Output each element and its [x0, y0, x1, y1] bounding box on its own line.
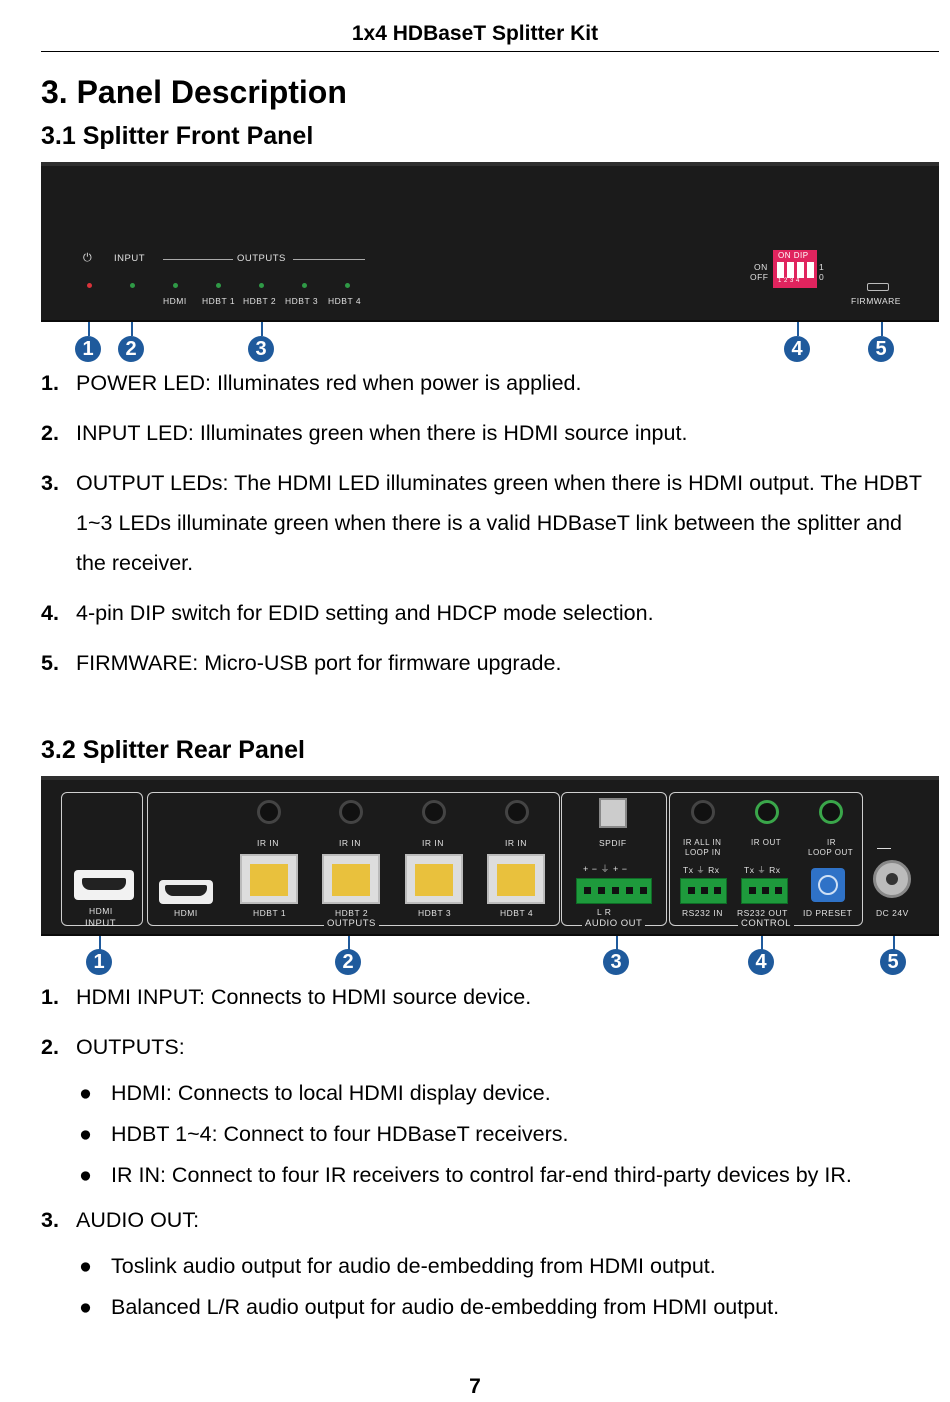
rs232-out-pins: Tx ⏚ Rx — [744, 865, 781, 875]
loop-out-label: LOOP OUT — [808, 848, 854, 857]
ir-label: IR — [827, 838, 836, 847]
input-led — [130, 283, 135, 288]
ir-out-label: IR OUT — [751, 838, 782, 847]
callout-line-2 — [348, 936, 350, 950]
dip-off-label: OFF — [750, 272, 769, 282]
micro-usb-port — [867, 283, 889, 291]
list-item: 1. POWER LED: Illuminates red when power is applied. — [41, 371, 582, 395]
ir-in-3-label: IR IN — [422, 838, 444, 848]
front-panel-image — [41, 162, 939, 322]
callout-line-5 — [881, 322, 883, 336]
hdbt3-led — [302, 283, 307, 288]
bullet-item: ● IR IN: Connect to four IR receivers to control far-end third-party devices by IR. — [41, 1155, 931, 1195]
callout-line-4 — [761, 936, 763, 950]
rear-callout-2: 2 — [335, 949, 361, 975]
id-preset-label: ID PRESET — [803, 908, 853, 918]
rear-hdmi-out-label: HDMI — [174, 908, 198, 918]
firmware-label: FIRMWARE — [851, 296, 901, 306]
outputs-rule-left — [163, 259, 233, 260]
hdmi-output-led — [173, 283, 178, 288]
id-preset-rotary — [811, 868, 845, 902]
front-hdbt4-label: HDBT 4 — [328, 296, 362, 306]
audio-pin-labels: + − ⏚ + − — [583, 864, 628, 874]
dc24-label: DC 24V — [876, 908, 909, 918]
dip-title: ON DIP — [778, 251, 809, 260]
front-hdbt1-label: HDBT 1 — [202, 296, 236, 306]
rear-callout-5: 5 — [880, 949, 906, 975]
front-hdbt2-label: HDBT 2 — [243, 296, 277, 306]
front-callout-2: 2 — [118, 336, 144, 362]
bullet-item: ● HDMI: Connects to local HDMI display device. — [41, 1073, 931, 1113]
callout-line-1 — [88, 322, 90, 336]
front-description-list — [41, 363, 931, 683]
rear-callout-1: 1 — [86, 949, 112, 975]
bullet-item: ● HDBT 1~4: Connect to four HDBaseT receivers. — [41, 1114, 931, 1154]
callout-line-3 — [261, 322, 263, 336]
list-item: 3. AUDIO OUT: — [41, 1208, 200, 1232]
rs232-in-pins: Tx ⏚ Rx — [683, 865, 720, 875]
bullet-icon: ● — [79, 1081, 92, 1105]
hdbt1-port — [240, 854, 298, 904]
rear-panel-title: 3.2 Splitter Rear Panel — [41, 736, 306, 764]
dip-pin-numbers: 1 2 3 4 — [778, 278, 800, 284]
ir-in-2-jack — [339, 800, 363, 824]
audio-lr-label: L R — [597, 907, 612, 917]
rear-hdmi-in-label: HDMI — [89, 906, 113, 916]
rear-hdbt4-label: HDBT 4 — [500, 908, 534, 918]
list-item: 5. FIRMWARE: Micro-USB port for firmware upgrade. — [41, 651, 562, 675]
ir-in-1-label: IR IN — [257, 838, 279, 848]
dc-power-jack — [873, 860, 911, 898]
section-title: 3. Panel Description — [41, 74, 347, 110]
ir-in-1-jack — [257, 800, 281, 824]
dc-polarity-icon — [877, 848, 891, 849]
running-header: 1x4 HDBaseT Splitter Kit — [351, 22, 599, 45]
hdbt4-led — [345, 283, 350, 288]
rear-outputs-label: OUTPUTS — [324, 918, 379, 929]
audio-out-label: AUDIO OUT — [582, 918, 645, 929]
front-panel-title: 3.1 Splitter Front Panel — [41, 122, 314, 150]
callout-line-1 — [99, 936, 101, 950]
ir-all-in-jack — [691, 800, 715, 824]
dip-pin-1 — [777, 262, 784, 278]
list-item: 3. OUTPUT LEDs: The HDMI LED illuminates green when there is HDMI output. The HDBT 1~3 LEDs illuminate green when there is a valid HDBaseT link between the splitter and the receiver. — [41, 471, 922, 575]
callout-line-2 — [131, 322, 133, 336]
control-label: CONTROL — [738, 918, 794, 929]
front-callout-4: 4 — [784, 336, 810, 362]
bullet-icon: ● — [79, 1163, 92, 1187]
front-input-label: INPUT — [114, 253, 145, 264]
rear-hdbt3-label: HDBT 3 — [418, 908, 452, 918]
list-item: 2. OUTPUTS: — [41, 1035, 185, 1059]
rear-hdbt1-label: HDBT 1 — [253, 908, 287, 918]
front-callout-3: 3 — [248, 336, 274, 362]
hdbt2-led — [259, 283, 264, 288]
hdbt2-port — [322, 854, 380, 904]
dip-pin-4 — [807, 262, 814, 278]
hdbt4-port — [487, 854, 545, 904]
front-callout-1: 1 — [75, 336, 101, 362]
dip-pin-3 — [797, 262, 804, 278]
rear-callout-3: 3 — [603, 949, 629, 975]
header-rule — [41, 51, 939, 52]
bullet-item: ● Toslink audio output for audio de-embedding from HDMI output. — [41, 1246, 931, 1286]
list-item: 1. HDMI INPUT: Connects to HDMI source device. — [41, 985, 532, 1009]
spdif-port — [599, 798, 627, 828]
bullet-icon: ● — [79, 1254, 92, 1278]
rs232-out-label: RS232 OUT — [737, 908, 788, 918]
power-led — [87, 283, 92, 288]
hdbt1-led — [216, 283, 221, 288]
ir-in-3-jack — [422, 800, 446, 824]
hdmi-input-port — [74, 870, 134, 900]
ir-in-4-label: IR IN — [505, 838, 527, 848]
hdmi-output-port — [159, 880, 213, 904]
hdbt3-port — [405, 854, 463, 904]
dip-on-label: ON — [754, 262, 768, 272]
rs232-out-terminal — [741, 878, 788, 904]
rear-panel-image — [41, 776, 939, 936]
callout-line-4 — [797, 322, 799, 336]
spdif-label: SPDIF — [599, 838, 627, 848]
bullet-icon: ● — [79, 1122, 92, 1146]
dip-one-label: 1 — [819, 262, 825, 272]
page-number: 7 — [469, 1375, 481, 1398]
ir-all-in-label: IR ALL IN — [683, 838, 722, 847]
dip-pin-2 — [787, 262, 794, 278]
bullet-item: ● Balanced L/R audio output for audio de-embedding from HDMI output. — [41, 1287, 931, 1327]
rs232-in-label: RS232 IN — [682, 908, 723, 918]
rs232-in-terminal — [680, 878, 727, 904]
bullet-icon: ● — [79, 1295, 92, 1319]
ir-out-jack — [755, 800, 779, 824]
ir-in-2-label: IR IN — [339, 838, 361, 848]
audio-terminal-block — [576, 878, 652, 904]
front-hdmi-label: HDMI — [163, 296, 187, 306]
rear-description-list — [41, 977, 931, 1327]
rear-callout-4: 4 — [748, 949, 774, 975]
list-item: 4. 4-pin DIP switch for EDID setting and HDCP mode selection. — [41, 601, 654, 625]
callout-line-5 — [893, 936, 895, 950]
list-item: 2. INPUT LED: Illuminates green when there is HDMI source input. — [41, 421, 688, 445]
rear-hdbt2-label: HDBT 2 — [335, 908, 369, 918]
power-icon: ⏻ — [83, 252, 93, 264]
ir-loop-out-jack — [819, 800, 843, 824]
outputs-rule-right — [293, 259, 365, 260]
dip-zero-label: 0 — [819, 272, 825, 282]
loop-in-label: LOOP IN — [685, 848, 721, 857]
front-hdbt3-label: HDBT 3 — [285, 296, 319, 306]
front-callout-5: 5 — [868, 336, 894, 362]
front-outputs-label: OUTPUTS — [237, 253, 286, 264]
dip-switch — [773, 250, 817, 288]
callout-line-3 — [616, 936, 618, 950]
ir-in-4-jack — [505, 800, 529, 824]
rear-input-label: INPUT — [85, 918, 116, 929]
